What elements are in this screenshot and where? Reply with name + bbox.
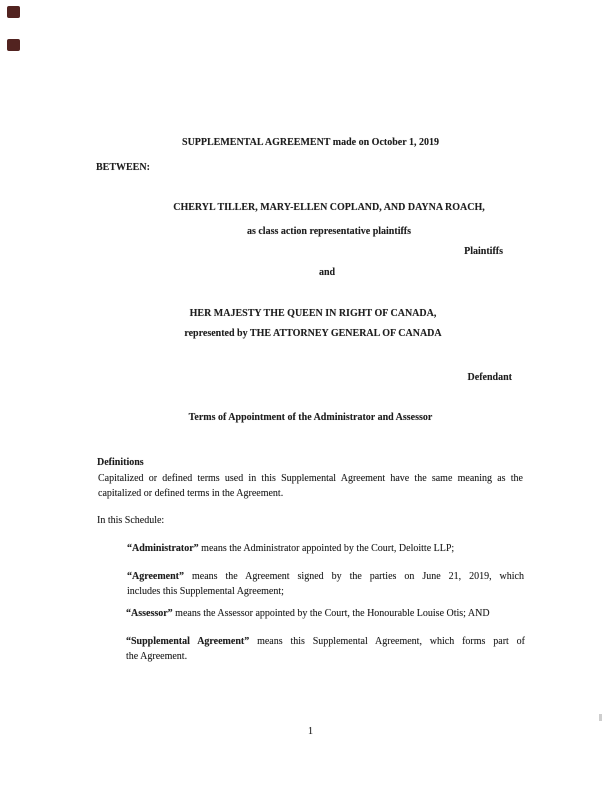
definition-assessor (126, 606, 526, 621)
defendant-representation: represented by THE ATTORNEY GENERAL OF CANADA (184, 328, 442, 339)
intro-line-1: Capitalized or defined terms used in this Supplemental Agreement have the same meaning as the (98, 473, 523, 484)
defined-term-supplemental-agreement: “Supplemental Agreement” (126, 636, 250, 647)
definition-supplemental-agreement-line2: the Agreement. (126, 651, 188, 662)
defined-term-agreement: “Agreement” (127, 571, 185, 582)
definitions-intro-paragraph (98, 471, 523, 501)
defendant-name: HER MAJESTY THE QUEEN IN RIGHT OF CANADA, (189, 308, 437, 319)
page-number: 1 (308, 726, 313, 737)
defined-term-administrator: “Administrator” (127, 543, 199, 554)
intro-line-2: capitalized or defined terms in the Agreement. (98, 488, 284, 499)
corner-stamp-mark-top (7, 6, 20, 18)
definition-assessor-text: means the Assessor appointed by the Court, the Honourable Louise Otis; AND (172, 608, 490, 619)
defendant-label: Defendant (467, 372, 512, 383)
section-subtitle: Terms of Appointment of the Administrator and Assessor (188, 412, 433, 423)
corner-stamp-mark-bottom (7, 39, 20, 51)
defined-term-assessor: “Assessor” (126, 608, 173, 619)
definition-administrator-text: means the Administrator appointed by the Court, Deloitte LLP; (198, 543, 455, 554)
definition-agreement-line2: includes this Supplemental Agreement; (127, 586, 284, 597)
plaintiffs-label: Plaintiffs (464, 246, 503, 257)
definition-supplemental-agreement (126, 634, 525, 664)
definition-supplemental-agreement-text: means this Supplemental Agreement, which forms part of (249, 636, 525, 647)
scan-speck (599, 714, 602, 721)
definition-agreement-text: means the Agreement signed by the parties on June 21, 2019, which (184, 571, 524, 582)
schedule-intro: In this Schedule: (97, 515, 165, 526)
document-title: SUPPLEMENTAL AGREEMENT made on October 1, 2019 (182, 137, 439, 148)
plaintiff-names: CHERYL TILLER, MARY-ELLEN COPLAND, AND DAYNA ROACH, (173, 202, 485, 213)
between-label: BETWEEN: (96, 162, 150, 173)
definition-agreement (127, 569, 524, 599)
plaintiff-role-line: as class action representative plaintiffs (246, 226, 412, 237)
definition-administrator (127, 541, 524, 556)
and-connector: and (318, 267, 336, 278)
definitions-heading: Definitions (97, 457, 144, 468)
